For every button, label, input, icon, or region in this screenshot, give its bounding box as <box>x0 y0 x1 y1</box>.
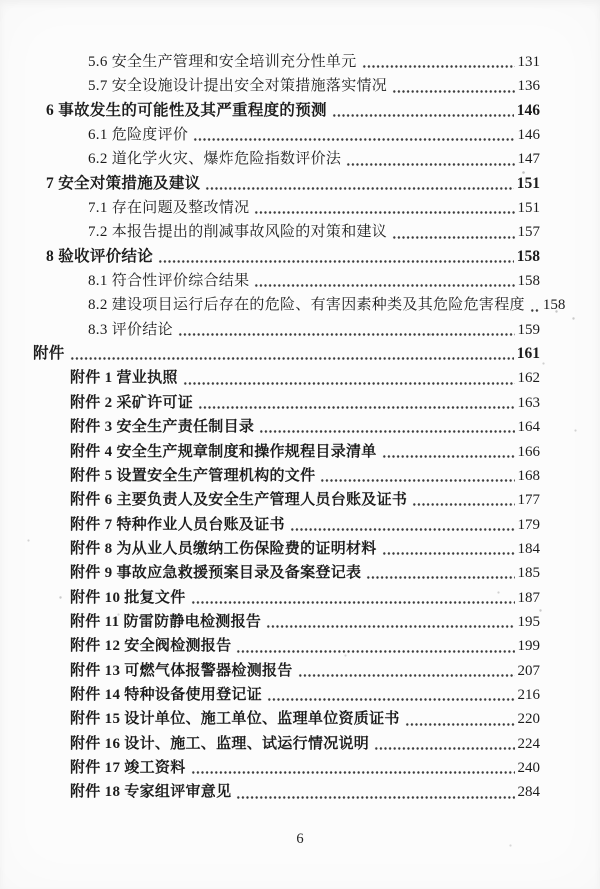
toc-entry-page: 168 <box>517 467 540 484</box>
toc-entry <box>33 683 540 707</box>
toc-entry-label: 7.2 本报告提出的削减事故风险的对策和建议 <box>88 224 388 241</box>
dot-leader <box>259 415 514 439</box>
toc-entry-page: 164 <box>517 419 540 436</box>
dot-leader <box>366 561 514 585</box>
toc-entry-label: 附件 18 专家组评审意见 <box>70 784 232 801</box>
toc-entry <box>33 488 540 512</box>
toc-entry-page: 195 <box>517 613 540 630</box>
toc-entry-label: 附件 10 批复文件 <box>70 589 186 606</box>
toc-entry <box>33 780 540 804</box>
toc-entry-label: 8.1 符合性评价综合结果 <box>88 273 250 290</box>
dot-leader <box>158 245 514 269</box>
toc-entry-label: 附件 5 设置安全生产管理机构的文件 <box>70 467 316 484</box>
toc-entry-label: 附件 16 设计、施工、监理、试运行情况说明 <box>70 735 370 752</box>
toc-entry-label: 8 验收评价结论 <box>46 247 154 265</box>
toc-entry-label: 附件 2 采矿许可证 <box>70 394 194 411</box>
toc-entry-label: 附件 14 特种设备使用登记证 <box>70 686 263 703</box>
toc-entry-label: 附件 17 竣工资料 <box>70 759 186 776</box>
table-of-contents <box>33 50 566 805</box>
dot-leader <box>392 220 514 244</box>
toc-entry-label: 附件 <box>33 345 65 363</box>
toc-entry <box>33 610 540 634</box>
toc-entry <box>33 561 540 585</box>
dot-leader <box>412 488 514 512</box>
dot-leader <box>320 464 514 488</box>
toc-entry-label: 附件 3 安全生产责任制目录 <box>70 419 255 436</box>
dot-leader <box>374 732 514 756</box>
toc-entry-page: 147 <box>517 151 540 168</box>
dot-leader <box>266 610 514 634</box>
toc-entry-label: 附件 6 主要负责人及安全生产管理人员台账及证书 <box>70 492 408 509</box>
dot-leader <box>191 756 515 780</box>
dot-leader <box>382 440 515 464</box>
toc-entry-page: 216 <box>517 686 540 703</box>
dot-leader <box>298 659 515 683</box>
dot-leader <box>254 269 514 293</box>
toc-entry-label: 8.2 建设项目运行后存在的危险、有害因素种类及其危险危害程度 <box>88 297 525 314</box>
toc-entry <box>33 147 540 171</box>
dot-leader <box>205 172 513 196</box>
toc-entry-label: 附件 4 安全生产规章制度和操作规程目录清单 <box>70 443 377 460</box>
toc-entry <box>33 245 540 269</box>
toc-entry-page: 207 <box>517 662 540 679</box>
toc-entry-page: 284 <box>517 784 540 801</box>
dot-leader <box>193 123 514 147</box>
toc-entry <box>33 391 540 415</box>
toc-entry-page: 131 <box>517 54 540 70</box>
dot-leader <box>254 196 514 220</box>
dot-leader <box>332 99 514 123</box>
toc-entry <box>33 634 540 658</box>
toc-entry-page: 151 <box>516 174 540 192</box>
toc-entry-label: 5.6 安全生产管理和安全培训充分性单元 <box>88 54 357 70</box>
toc-entry-label: 附件 9 事故应急救援预案目录及备案登记表 <box>70 565 362 582</box>
dot-leader <box>405 707 515 731</box>
toc-entry-label: 7.1 存在问题及整改情况 <box>88 200 250 217</box>
toc-entry <box>33 513 540 537</box>
dot-leader <box>191 586 515 610</box>
toc-entry-label: 附件 11 防雷防静电检测报告 <box>70 613 262 630</box>
toc-entry-page: 159 <box>517 321 540 338</box>
dot-leader <box>290 513 515 537</box>
footer-page-number: 6 <box>296 831 304 847</box>
toc-entry-label: 附件 8 为从业人员缴纳工伤保险费的证明材料 <box>70 540 377 557</box>
toc-entry <box>33 440 540 464</box>
toc-entry <box>33 415 540 439</box>
toc-entry <box>33 269 540 293</box>
toc-entry-page: 184 <box>517 540 540 557</box>
toc-entry <box>33 342 540 366</box>
toc-entry-page: 220 <box>517 711 540 728</box>
toc-entry-label: 6.2 道化学火灾、爆炸危险指数评价法 <box>88 151 342 168</box>
toc-entry-page: 185 <box>517 565 540 582</box>
toc-entry-page: 199 <box>517 638 540 655</box>
toc-entry <box>33 366 540 390</box>
dot-leader <box>267 683 514 707</box>
toc-entry-page: 151 <box>517 200 540 217</box>
toc-entry-page: 187 <box>517 589 540 606</box>
toc-entry-page: 136 <box>517 78 540 95</box>
toc-entry-page: 161 <box>516 345 540 363</box>
toc-entry-page: 166 <box>517 443 540 460</box>
dot-leader <box>178 318 515 342</box>
toc-entry-label: 7 安全对策措施及建议 <box>46 174 201 192</box>
toc-entry-page: 146 <box>516 101 540 119</box>
dot-leader <box>346 147 514 171</box>
dot-leader <box>382 537 515 561</box>
toc-entry-page: 162 <box>517 370 540 387</box>
toc-entry-page: 224 <box>517 735 540 752</box>
dot-leader <box>236 780 514 804</box>
toc-entry <box>33 537 540 561</box>
dot-leader <box>70 342 514 366</box>
toc-entry <box>33 196 540 220</box>
toc-entry-page: 158 <box>542 297 566 314</box>
toc-entry <box>33 464 540 488</box>
toc-entry-page: 157 <box>517 224 540 241</box>
toc-entry <box>33 756 540 780</box>
toc-entry <box>33 659 540 683</box>
toc-entry-page: 240 <box>517 759 540 776</box>
toc-entry-label: 6.1 危险度评价 <box>88 127 189 144</box>
toc-entry <box>33 74 540 98</box>
toc-entry-label: 附件 1 营业执照 <box>70 370 178 387</box>
toc-entry-page: 177 <box>517 492 540 509</box>
dot-leader <box>530 293 540 317</box>
toc-entry-label: 附件 15 设计单位、施工单位、监理单位资质证书 <box>70 711 400 728</box>
toc-entry <box>33 50 540 74</box>
toc-entry <box>33 732 540 756</box>
dot-leader <box>236 634 514 658</box>
dot-leader <box>392 74 514 98</box>
toc-entry <box>33 123 540 147</box>
toc-entry <box>33 172 540 196</box>
toc-entry <box>33 318 540 342</box>
toc-entry-label: 5.7 安全设施设计提出安全对策措施落实情况 <box>88 78 388 95</box>
toc-entry-label: 8.3 评价结论 <box>88 321 173 338</box>
dot-leader <box>198 391 514 415</box>
toc-entry <box>33 99 540 123</box>
dot-leader <box>362 50 515 74</box>
toc-entry-label: 6 事故发生的可能性及其严重程度的预测 <box>46 101 327 119</box>
scan-noise-specks <box>0 0 1 1</box>
toc-entry-page: 179 <box>517 516 540 533</box>
toc-entry-label: 附件 13 可燃气体报警器检测报告 <box>70 662 293 679</box>
toc-entry <box>33 586 540 610</box>
dot-leader <box>183 366 515 390</box>
toc-entry <box>33 707 540 731</box>
toc-entry-label: 附件 7 特种作业人员台账及证书 <box>70 516 285 533</box>
toc-entry <box>33 293 566 317</box>
toc-entry-page: 158 <box>516 247 540 265</box>
toc-entry-page: 146 <box>517 127 540 144</box>
toc-entry <box>33 220 540 244</box>
toc-entry-page: 158 <box>517 273 540 290</box>
toc-entry-page: 163 <box>517 394 540 411</box>
toc-entry-label: 附件 12 安全阀检测报告 <box>70 638 232 655</box>
